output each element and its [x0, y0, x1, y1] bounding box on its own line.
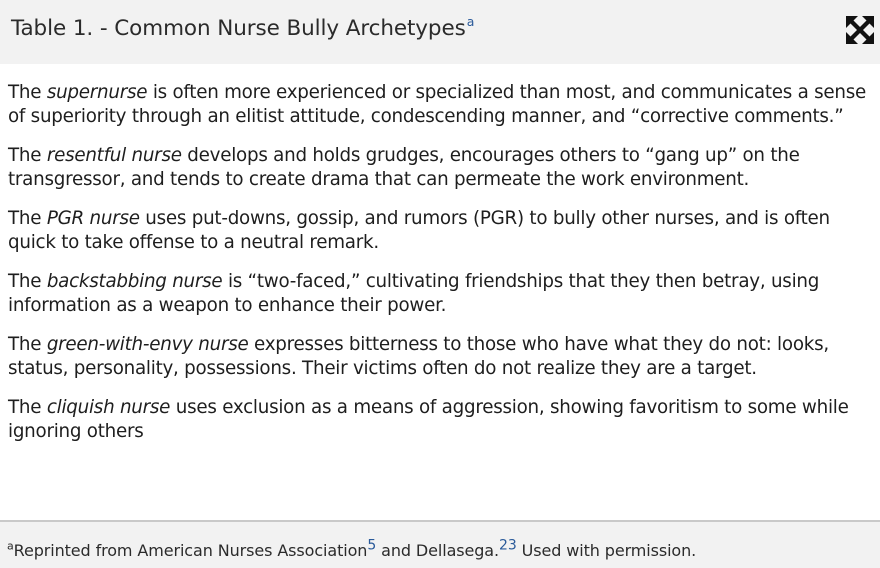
- table-row-supernurse: [8, 81, 880, 129]
- archetype-term: backstabbing nurse: [46, 271, 223, 292]
- row-description: uses exclusion as a means of aggression, showing favoritism to some while ignoring others: [8, 397, 849, 442]
- table-row-cliquish-nurse: [8, 396, 880, 444]
- reference-link-23[interactable]: 23: [499, 537, 517, 554]
- row-description: expresses bitterness to those who have what they do not: looks, status, personality, possessions. Their victims often do not realize they are a target.: [8, 334, 829, 379]
- table-footer: [0, 522, 880, 568]
- title-footnote-mark[interactable]: a: [466, 14, 475, 29]
- row-description: uses put-downs, gossip, and rumors (PGR) to bully other nurses, and is often quick to take offense to a neutral remark.: [8, 208, 830, 253]
- table-header: [0, 0, 880, 64]
- footnote-mark: a: [7, 539, 14, 553]
- row-description: is often more experienced or specialized than most, and communicates a sense of superiority through an elitist attitude, condescending manner, and “corrective comments.”: [8, 82, 867, 127]
- row-prefix: The: [8, 208, 47, 229]
- archetype-term: green-with-envy nurse: [46, 334, 249, 355]
- row-description: is “two-faced,” cultivating friendships that they then betray, using information as a weapon to enhance their power.: [8, 271, 820, 316]
- row-prefix: The: [8, 145, 47, 166]
- expand-arrows-icon[interactable]: [845, 15, 875, 45]
- table-title-text: Table 1. - Common Nurse Bully Archetypes: [11, 16, 466, 42]
- table-row-backstabbing-nurse: [8, 270, 880, 318]
- footnote: [7, 537, 697, 560]
- archetype-term: PGR nurse: [46, 208, 140, 229]
- table-row-resentful-nurse: [8, 144, 880, 192]
- archetype-term: supernurse: [46, 82, 148, 103]
- table-title: [11, 15, 474, 41]
- expand-arrows-svg: [845, 15, 875, 45]
- archetype-term: resentful nurse: [46, 145, 182, 166]
- table-row-pgr-nurse: [8, 207, 880, 255]
- footnote-text-2: and Dellasega.: [376, 541, 500, 560]
- archetype-term: cliquish nurse: [46, 397, 171, 418]
- row-prefix: The: [8, 271, 47, 292]
- row-prefix: The: [8, 334, 47, 355]
- reference-link-5[interactable]: 5: [367, 537, 377, 554]
- row-description: develops and holds grudges, encourages others to “gang up” on the transgressor, and tends to create drama that can permeate the work environment.: [8, 145, 800, 190]
- table-row-green-with-envy-nurse: [8, 333, 880, 381]
- row-prefix: The: [8, 82, 47, 103]
- footnote-text-3: Used with permission.: [516, 541, 697, 560]
- footnote-text-1: Reprinted from American Nurses Association: [13, 541, 368, 560]
- row-prefix: The: [8, 397, 47, 418]
- table-body: [8, 81, 880, 459]
